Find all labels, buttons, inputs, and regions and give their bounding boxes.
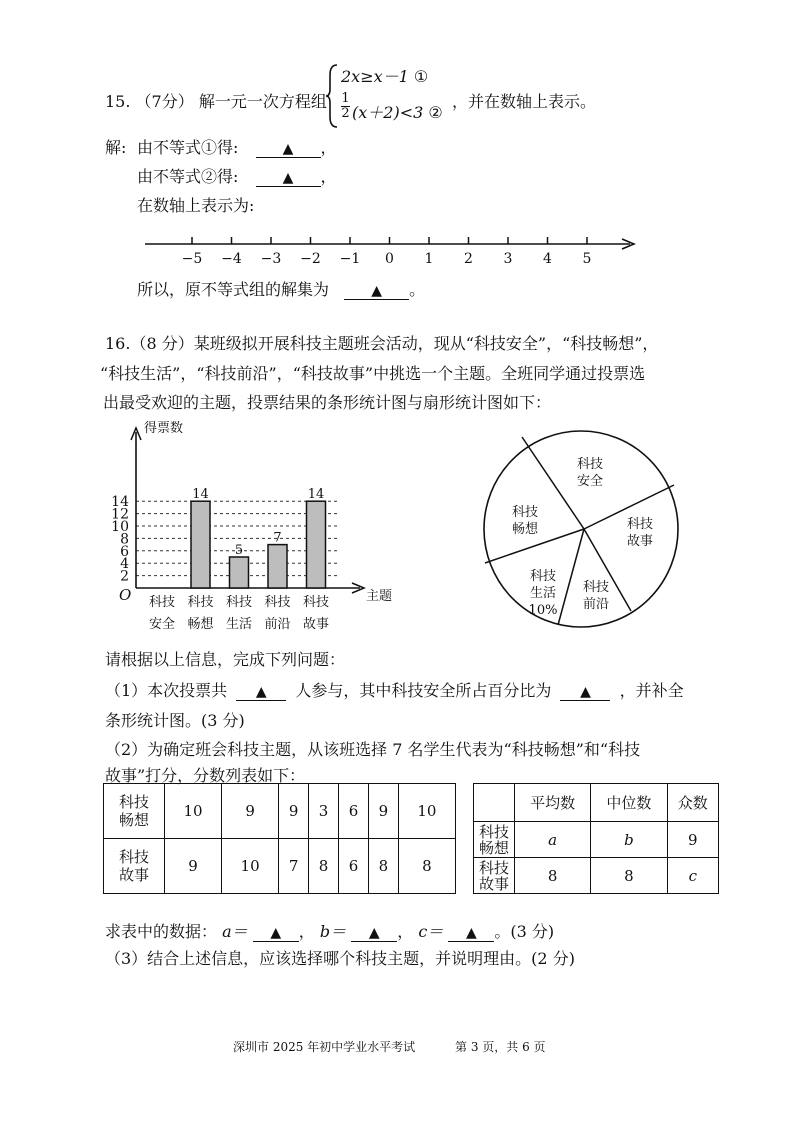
q16-instruction: 请根据以上信息，完成下列问题：	[105, 650, 346, 669]
stat-cell: b	[591, 822, 667, 858]
stat-cell: 8	[515, 858, 591, 894]
number-line	[140, 232, 640, 272]
answer-blank-solution-set[interactable]: ▲	[344, 280, 409, 300]
x-axis-label: 主题	[366, 589, 393, 604]
bar-data-label: 5	[234, 543, 244, 558]
score-cell: 9	[368, 784, 398, 839]
pie-percent-label: 10%	[528, 603, 558, 618]
pie-slice-label: 科技安全	[576, 457, 604, 489]
pie-slice-label: 科技生活	[529, 569, 557, 601]
q15-ineq2: (x＋2)<3 ②	[352, 103, 443, 122]
q16-part2-line1: （2）为确定班会科技主题，从该班选择 7 名学生代表为“科技畅想”和“科技	[105, 740, 641, 759]
number-line-tick-label: −1	[339, 251, 361, 267]
bar-data-label: 14	[192, 487, 209, 503]
pie-chart	[478, 428, 688, 633]
table-row	[474, 822, 719, 858]
q15-ineq1: 2x≥x－1 ①	[341, 67, 429, 86]
x-tick-label: 科技	[302, 595, 330, 610]
bar-data-label: 7	[273, 530, 282, 546]
score-cell: 10	[398, 784, 455, 839]
origin-label: O	[119, 586, 132, 604]
x-tick-label: 故事	[302, 617, 330, 632]
answer-blank-b[interactable]: ▲	[351, 922, 397, 942]
header-cell: 平均数	[515, 784, 591, 822]
number-line-tick-label: −2	[300, 251, 321, 267]
table-row	[474, 784, 719, 822]
score-table	[103, 783, 456, 894]
q15-solution-label: 解:	[105, 138, 127, 157]
x-tick-label: 科技	[187, 595, 214, 610]
number-line-tick-label: 1	[424, 251, 434, 267]
q15-step1: 由不等式①得: ▲ ，	[137, 138, 337, 157]
score-cell: 8	[368, 839, 398, 894]
score-cell: 9	[279, 784, 309, 839]
number-line-tick-label: 4	[543, 251, 552, 267]
x-tick-label: 安全	[148, 617, 176, 632]
y-tick-label: 14	[111, 494, 129, 511]
q16-part1-line2: 条形统计图。(3 分)	[105, 711, 245, 730]
x-tick-label: 科技	[264, 595, 291, 610]
x-tick-label: 前沿	[264, 617, 291, 632]
row-name-cell: 科技 畅想	[474, 822, 515, 858]
q16-ask-values: 求表中的数据： a＝ ▲ ， b＝ ▲ ， c＝ ▲ 。(3 分)	[105, 922, 555, 941]
q15-step2: 由不等式②得: ▲ ，	[137, 167, 337, 186]
bar	[191, 501, 210, 588]
x-tick-label: 生活	[225, 617, 253, 632]
number-line-tick-label: −4	[221, 251, 242, 267]
q16-part1-line1: （1）本次投票共 ▲ 人参与，其中科技安全所占百分比为 ▲ ，并补全	[105, 681, 684, 700]
pie-slice-label: 科技前沿	[582, 580, 610, 612]
number-line-tick-label: 0	[385, 251, 394, 267]
number-line-tick-label: 2	[464, 251, 473, 267]
table-row	[104, 784, 456, 839]
x-tick-label: 科技	[148, 595, 176, 610]
score-cell: 3	[309, 784, 339, 839]
frac-denominator: 2	[341, 106, 350, 121]
stat-cell: 9	[667, 822, 718, 858]
q15-frac	[341, 92, 350, 121]
bar-chart	[98, 418, 398, 643]
number-line-tick-label: 3	[503, 251, 513, 267]
q15-number: 15.	[105, 92, 131, 111]
ineq1-mark: ①	[413, 67, 429, 86]
score-cell: 6	[339, 839, 369, 894]
q15-prompt: 解一元一次方程组	[198, 92, 327, 111]
bar-data-label: 14	[307, 487, 325, 503]
y-tick-label: 12	[111, 506, 129, 523]
score-cell: 7	[279, 839, 309, 894]
x-tick-label: 科技	[225, 595, 253, 610]
brace-shape	[326, 65, 337, 127]
q15-brace	[325, 63, 339, 129]
row-name-cell: 科技 畅想	[104, 784, 165, 839]
header-cell: 中位数	[591, 784, 667, 822]
q16-intro-3: 出最受欢迎的主题，投票结果的条形统计图与扇形统计图如下：	[103, 393, 552, 412]
answer-blank-a[interactable]: ▲	[253, 922, 299, 942]
q16-part3: （3）结合上述信息，应该选择哪个科技主题，并说明理由。(2 分)	[105, 949, 575, 968]
stat-cell: c	[667, 858, 718, 894]
answer-blank-c[interactable]: ▲	[448, 922, 494, 942]
corner-cell	[474, 784, 515, 822]
score-cell: 9	[165, 839, 222, 894]
bar	[230, 557, 249, 588]
score-cell: 10	[222, 839, 279, 894]
frac-numerator: 1	[341, 91, 350, 106]
q16-intro-1: 16.（8 分）某班级拟开展科技主题班会活动，现从“科技安全”，“科技畅想”，	[105, 334, 659, 353]
stat-cell: a	[515, 822, 591, 858]
q15-numberline-label: 在数轴上表示为:	[137, 196, 255, 215]
y-tick-label: 2	[120, 568, 129, 585]
number-line-tick-label: −3	[260, 251, 282, 267]
q15-conclusion: 所以，原不等式组的解集为 ▲ 。	[137, 280, 426, 299]
table-row	[474, 858, 719, 894]
row-name-cell: 科技 故事	[104, 839, 165, 894]
x-tick-label: 畅想	[187, 617, 214, 632]
stats-table	[473, 783, 719, 894]
pie-slice-label: 科技畅想	[511, 505, 539, 537]
row-name-cell: 科技 故事	[474, 858, 515, 894]
ineq2-mark: ②	[428, 103, 443, 122]
y-axis-label: 得票数	[144, 421, 184, 436]
score-cell: 6	[339, 784, 369, 839]
q15-score: （7分）	[135, 92, 194, 111]
q15-prompt-tail: ，并在数轴上表示。	[452, 92, 597, 111]
score-cell: 9	[222, 784, 279, 839]
score-cell: 8	[309, 839, 339, 894]
header-cell: 众数	[667, 784, 718, 822]
bar	[268, 545, 287, 588]
answer-blank-total-votes[interactable]: ▲	[236, 681, 286, 701]
pie-slice-label: 科技故事	[626, 517, 654, 549]
answer-blank-step1[interactable]: ▲	[256, 138, 321, 158]
number-line-tick-label: −5	[181, 251, 203, 267]
table-row	[104, 839, 456, 894]
q15-heading	[105, 89, 327, 112]
stat-cell: 8	[591, 858, 667, 894]
q16-part2-line2: 故事”打分，分数列表如下：	[105, 766, 306, 785]
footer-exam-title: 深圳市 2025 年初中学业水平考试	[233, 1040, 416, 1054]
bar	[307, 501, 326, 588]
footer-page-number: 第 3 页，共 6 页	[455, 1040, 546, 1054]
y-tick-label: 10	[111, 519, 129, 535]
q16-intro-2: “科技生活”，“科技前沿”，“科技故事”中挑选一个主题。全班同学通过投票选	[100, 364, 646, 383]
score-cell: 10	[165, 784, 222, 839]
y-tick-label: 6	[120, 543, 129, 560]
answer-blank-safety-percent[interactable]: ▲	[560, 681, 610, 701]
answer-blank-step2[interactable]: ▲	[256, 167, 321, 187]
y-tick-label: 4	[120, 556, 129, 573]
score-cell: 8	[398, 839, 455, 894]
y-tick-label: 8	[120, 531, 129, 548]
number-line-tick-label: 5	[582, 251, 592, 267]
